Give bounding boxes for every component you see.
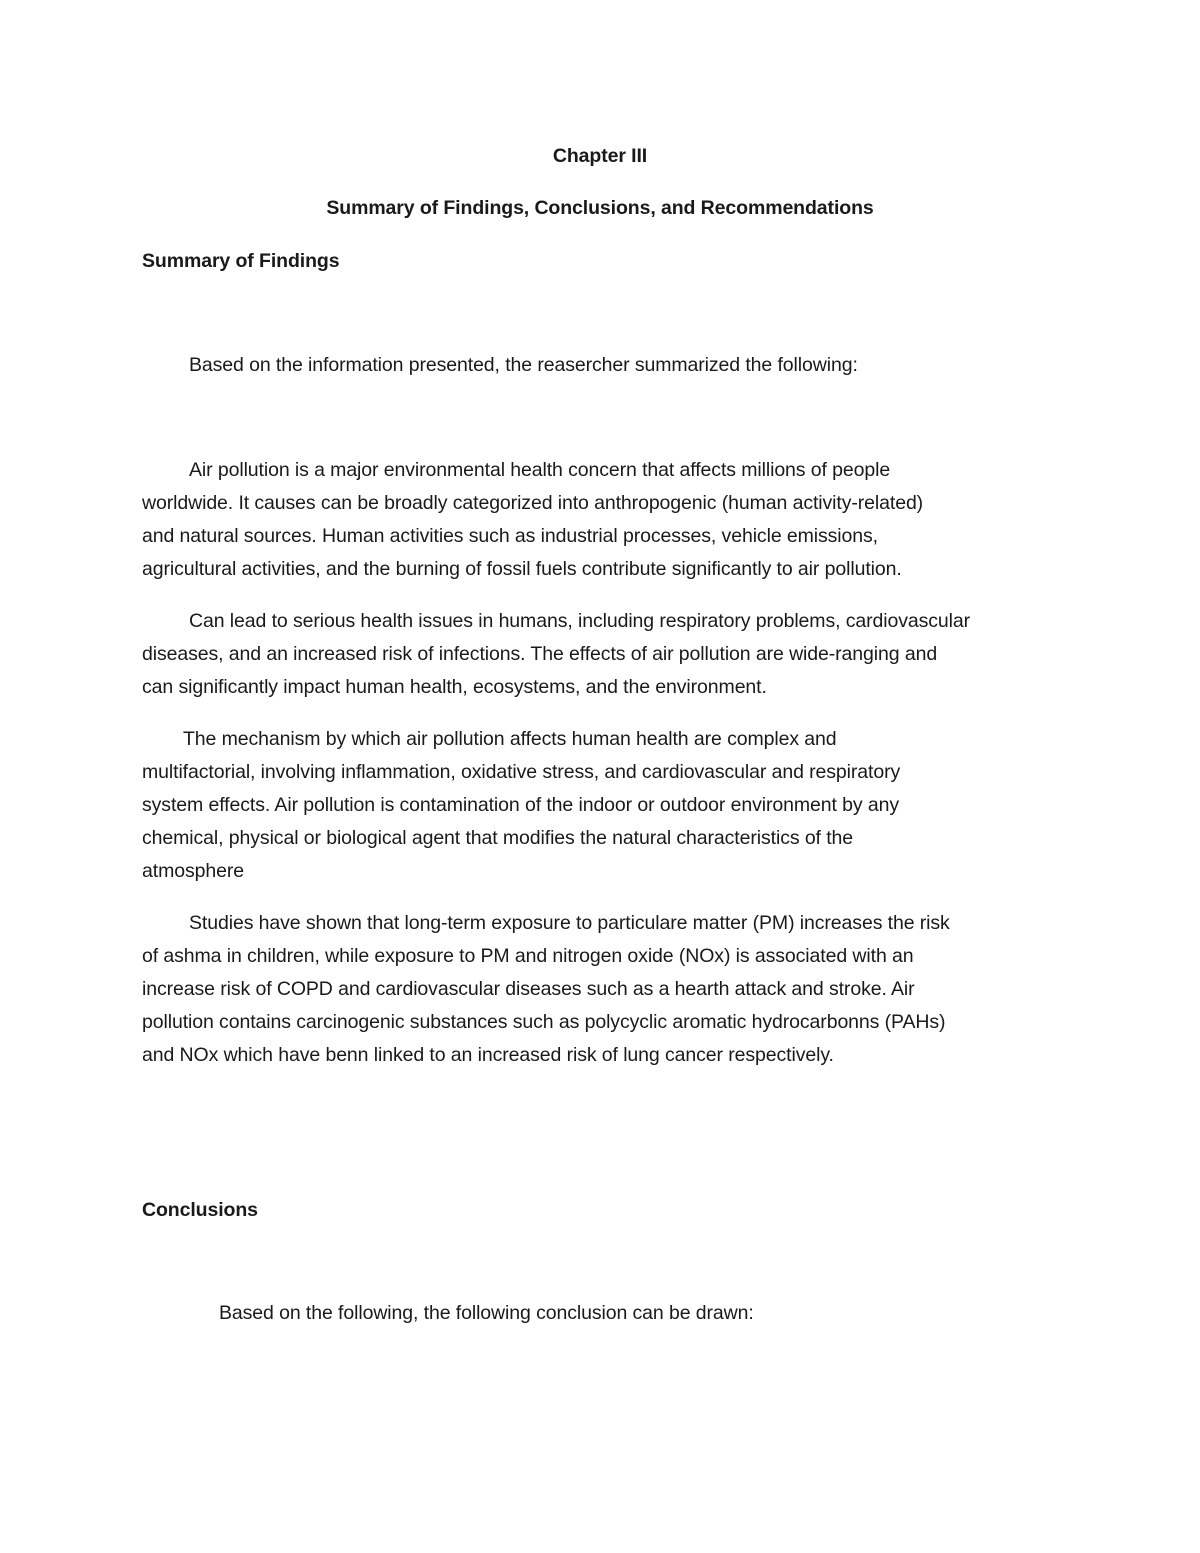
paragraph-line: increase risk of COPD and cardiovascular diseases such as a hearth attack and stroke. Air bbox=[142, 978, 915, 1000]
conclusions-heading: Conclusions bbox=[142, 1199, 258, 1221]
paragraph-line: The mechanism by which air pollution affects human health are complex and bbox=[183, 728, 837, 750]
conclusions-intro: Based on the following, the following conclusion can be drawn: bbox=[219, 1302, 754, 1324]
paragraph-line: of ashma in children, while exposure to PM and nitrogen oxide (NOx) is associated with an bbox=[142, 945, 914, 967]
paragraph-line: chemical, physical or biological agent that modifies the natural characteristics of the bbox=[142, 827, 854, 849]
document-title: Summary of Findings, Conclusions, and Recommendations bbox=[326, 197, 874, 219]
paragraph-line: and NOx which have benn linked to an increased risk of lung cancer respectively. bbox=[142, 1044, 834, 1066]
paragraph-line: worldwide. It causes can be broadly categorized into anthropogenic (human activity-related) bbox=[142, 492, 924, 514]
paragraph-line: atmosphere bbox=[142, 860, 244, 882]
paragraph-line: and natural sources. Human activities such as industrial processes, vehicle emissions, bbox=[142, 525, 878, 547]
paragraph-line: Studies have shown that long-term exposure to particulare matter (PM) increases the risk bbox=[189, 912, 950, 934]
summary-heading: Summary of Findings bbox=[142, 250, 340, 272]
paragraph-line: Can lead to serious health issues in humans, including respiratory problems, cardiovascular bbox=[189, 610, 971, 632]
paragraph-line: Air pollution is a major environmental health concern that affects millions of people bbox=[189, 459, 891, 481]
chapter-title: Chapter III bbox=[552, 145, 648, 167]
paragraph-line: can significantly impact human health, ecosystems, and the environment. bbox=[142, 676, 767, 698]
paragraph-line: system effects. Air pollution is contamination of the indoor or outdoor environment by any bbox=[142, 794, 899, 816]
paragraph-line: diseases, and an increased risk of infections. The effects of air pollution are wide-ranging and bbox=[142, 643, 938, 665]
paragraph-line: multifactorial, involving inflammation, oxidative stress, and cardiovascular and respiratory bbox=[142, 761, 901, 783]
paragraph-line: pollution contains carcinogenic substances such as polycyclic aromatic hydrocarbonns (PAHs) bbox=[142, 1011, 946, 1033]
summary-intro: Based on the information presented, the reasercher summarized the following: bbox=[189, 354, 858, 376]
paragraph-line: agricultural activities, and the burning of fossil fuels contribute significantly to air pollution. bbox=[142, 558, 902, 580]
